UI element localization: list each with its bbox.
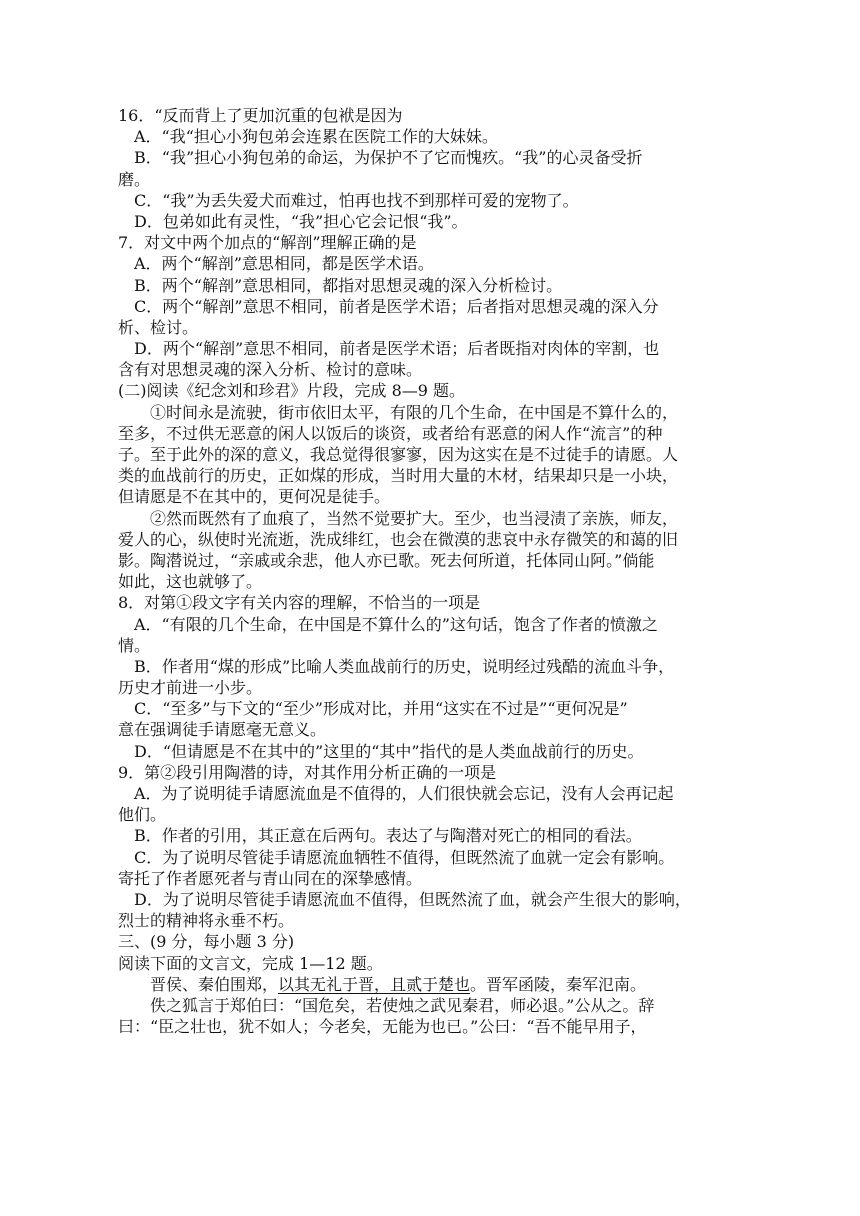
text-line: C．为了说明尽管徒手请愿流血牺牲不值得，但既然流了血就一定会有影响。 <box>134 847 675 867</box>
text-line: C．“我”为丢失爱犬而难过，怕再也找不到那样可爱的宠物了。 <box>134 190 579 210</box>
text-line: B．两个“解剖”意思相同，都指对思想灵魂的深入分析检讨。 <box>134 275 563 295</box>
text-line: 7．对文中两个加点的“解剖”理解正确的是 <box>118 233 417 253</box>
text-line: A．“我“担心小狗包弟会连累在医院工作的大妹妹。 <box>134 127 498 147</box>
text-line: 阅读下面的文言文，完成 1—12 题。 <box>118 953 383 973</box>
text-line: 9．第②段引用陶潜的诗，对其作用分析正确的一项是 <box>118 762 497 782</box>
text-line: 曰：“臣之壮也，犹不如人；今老矣，无能为也已。”公曰：“吾不能早用子， <box>118 1017 647 1037</box>
text-line: 佚之狐言于郑伯曰：“国危矣，若使烛之武见秦君，师必退。”公从之。辞 <box>150 995 655 1015</box>
text-line: 情。 <box>118 635 151 655</box>
text-line: 但请愿是不在其中的，更何况是徒手。 <box>118 487 391 507</box>
text-line: 寄托了作者愿死者与青山同在的深挚感情。 <box>118 868 423 888</box>
text-line: ②然而既然有了血痕了，当然不觉要扩大。至少，也当浸渍了亲族，师友， <box>150 508 679 528</box>
text-line: D．两个“解剖”意思不相同，前者是医学术语；后者既指对肉体的宰割，也 <box>134 339 660 359</box>
text-line: 至多，不过供无恶意的闲人以饭后的谈资，或者给有恶意的闲人作“流言”的种 <box>118 423 663 443</box>
text-line: D．为了说明尽管徒手请愿流血不值得，但既然流了血，就会产生很大的影响， <box>134 889 691 909</box>
text-line: 意在强调徒手请愿毫无意义。 <box>118 720 327 740</box>
text-line: 8．对第①段文字有关内容的理解，不恰当的一项是 <box>118 593 481 613</box>
text-span: 。晋军函陵，秦军氾南。 <box>470 974 647 994</box>
document-body <box>118 105 732 1037</box>
text-line: 影。陶潜说过，“亲戚或余悲，他人亦已歌。死去何所道，托体同山阿。”倘能 <box>118 550 655 570</box>
text-span: 晋侯、秦伯围郑， <box>150 974 279 994</box>
text-line: A．两个“解剖”意思相同，都是医学术语。 <box>134 254 434 274</box>
text-line: 爱人的心，纵使时光流逝，洗成绯红，也会在微漠的悲哀中永存微笑的和蔼的旧 <box>118 529 679 549</box>
text-line <box>118 974 732 995</box>
text-line: A．为了说明徒手请愿流血是不值得的，人们很快就会忘记，没有人会再记起 <box>134 784 674 803</box>
text-line: 烈士的精神将永垂不朽。 <box>118 911 295 931</box>
text-line: 他们。 <box>118 805 167 825</box>
text-line: B．作者的引用，其正意在后两句。表达了与陶潜对死亡的相同的看法。 <box>134 826 642 846</box>
underlined-phrase: 以其无礼于晋，且贰于楚也 <box>278 974 471 994</box>
text-line: C．“至多”与下文的“至少”形成对比，并用“这实在不过是”“更何况是” <box>134 699 628 719</box>
text-line: D．“但请愿是不在其中的”这里的“其中”指代的是人类血战前行的历史。 <box>134 741 644 761</box>
text-line: 含有对思想灵魂的深入分析、检讨的意味。 <box>118 360 423 380</box>
text-line: D．包弟如此有灵性，“我”担心它会记恨“我”。 <box>134 211 468 231</box>
text-line: (二)阅读《纪念刘和珍君》片段，完成 8—9 题。 <box>118 381 466 401</box>
text-line: B．“我”担心小狗包弟的命运，为保护不了它而愧疚。“我”的心灵备受折 <box>134 148 643 168</box>
text-line: B．作者用“煤的形成”比喻人类血战前行的历史，说明经过残酷的流血斗争， <box>134 656 675 676</box>
text-line: 如此，这也就够了。 <box>118 572 263 592</box>
text-line: 16．“反而背上了更加沉重的包袱是因为 <box>118 106 403 125</box>
text-line: 子。至于此外的深的意义，我总觉得很寥寥，因为这实在是不过徒手的请愿。人 <box>118 445 679 464</box>
text-line: 磨。 <box>118 169 151 189</box>
text-line: ①时间永是流驶，街市依旧太平，有限的几个生命，在中国是不算什么的， <box>150 402 679 422</box>
text-line: 析、检讨。 <box>118 317 199 337</box>
text-line: 历史才前进一小步。 <box>118 678 263 698</box>
text-line: 类的血战前行的历史，正如煤的形成，当时用大量的木材，结果却只是一小块， <box>118 466 679 486</box>
section-heading: 三、(9 分，每小题 3 分) <box>118 932 295 952</box>
text-line: C．两个“解剖”意思不相同，前者是医学术语；后者指对思想灵魂的深入分 <box>134 296 659 316</box>
text-line: A．“有限的几个生命，在中国是不算什么的”这句话，饱含了作者的愤激之 <box>134 614 658 634</box>
